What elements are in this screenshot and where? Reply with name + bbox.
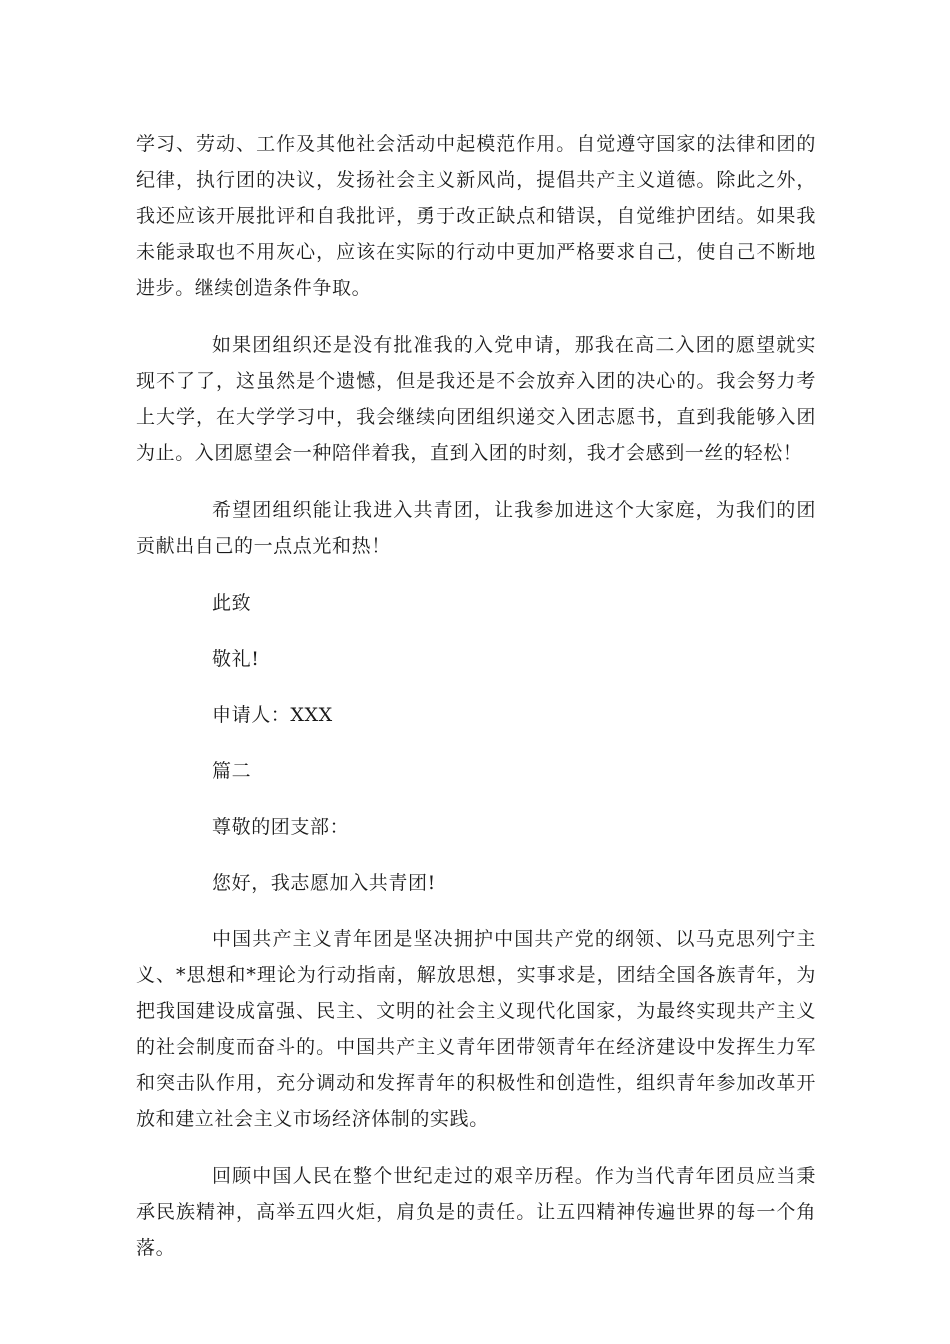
document-body	[136, 126, 816, 1287]
paragraph-hope: 希望团组织能让我进入共青团，让我参加进这个大家庭，为我们的团贡献出自己的一点点光和热！	[136, 499, 816, 557]
recipient-line: 尊敬的团支部：	[212, 816, 350, 838]
salute-line: 敬礼!	[212, 648, 260, 670]
paragraph-history: 回顾中国人民在整个世纪走过的艰辛历程。作为当代青年团员应当秉承民族精神，高举五四火炬，肩负是的责任。让五四精神传遍世界的每一个角落。	[136, 1165, 816, 1259]
section-title: 篇二	[212, 760, 252, 782]
applicant-signature: 申请人：XXX	[212, 704, 333, 726]
greeting-line: 您好，我志愿加入共青团!	[212, 872, 436, 894]
paragraph-continuation: 学习、劳动、工作及其他社会活动中起模范作用。自觉遵守国家的法律和团的纪律，执行团的决议，发扬社会主义新风尚，提倡共产主义道德。除此之外，我还应该开展批评和自我批评，勇于改正缺点和错误，自觉维护团结。如果我未能录取也不用灰心，应该在实际的行动中更加严格要求自己，使自己不断地进步。继续创造条件争取。	[136, 133, 816, 299]
paragraph-league-intro: 中国共产主义青年团是坚决拥护中国共产党的纲领、以马克思列宁主义、*思想和*理论为行动指南，解放思想，实事求是，团结全国各族青年，为把我国建设成富强、民主、文明的社会主义现代化国家，为最终实现共产主义的社会制度而奋斗的。中国共产主义青年团带领青年在经济建设中发挥生力军和突击队作用，充分调动和发挥青年的积极性和创造性，组织青年参加改革开放和建立社会主义市场经济体制的实践。	[136, 928, 816, 1130]
closing-line: 此致	[212, 592, 252, 614]
paragraph-rejection-resolve: 如果团组织还是没有批准我的入党申请，那我在高二入团的愿望就实现不了了，这虽然是个遗憾，但是我还是不会放弃入团的决心的。我会努力考上大学，在大学学习中，我会继续向团组织递交入团志愿书，直到我能够入团为止。入团愿望会一种陪伴着我，直到入团的时刻，我才会感到一丝的轻松！	[136, 334, 816, 464]
